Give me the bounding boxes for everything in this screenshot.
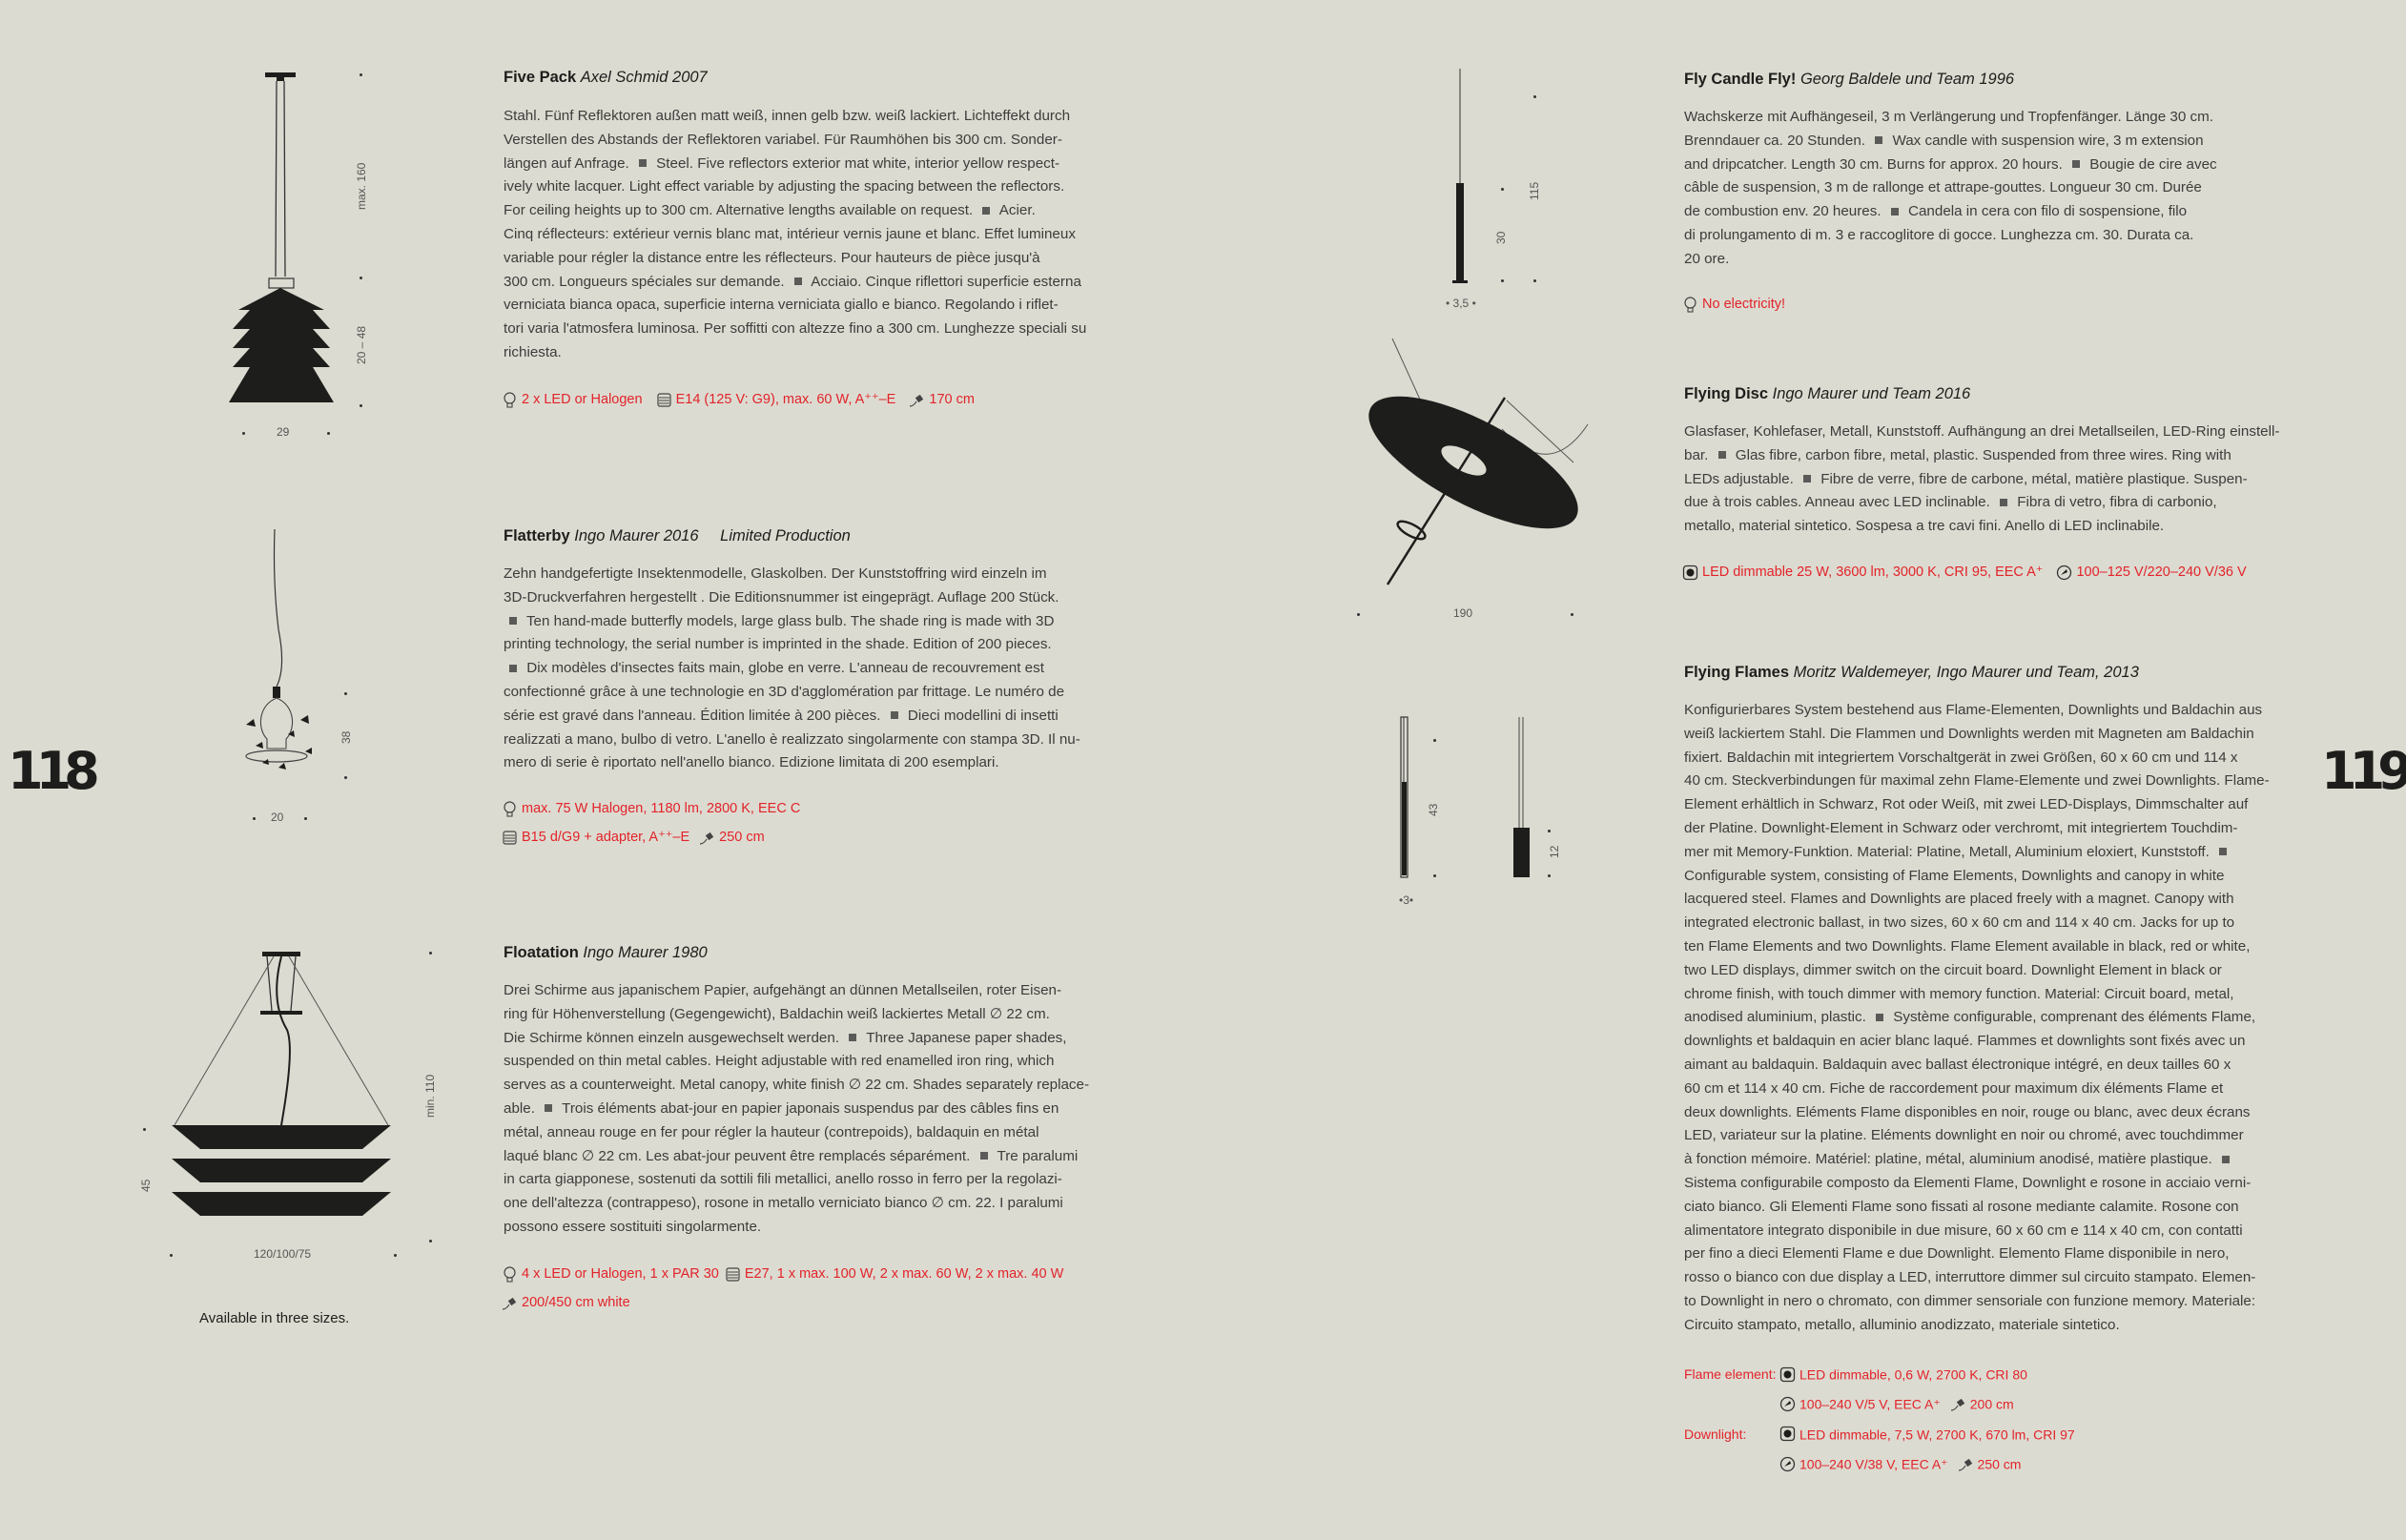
- description-line: printing technology, the serial number is imprinted in the shade. Edition of 200 pieces.: [504, 636, 1052, 653]
- floatation-lamp-drawing: [167, 944, 405, 1240]
- dimension-dot: [344, 692, 347, 695]
- led-icon: [1779, 1426, 1796, 1442]
- description-line: variable pour régler la distance entre les réflecteurs. Pour hauteurs de pièce jusqu'à: [504, 249, 1040, 266]
- five-pack-title: [504, 67, 708, 88]
- floatation-height-dim: min. 110: [423, 1074, 437, 1118]
- description-line: able. Trois éléments abat-jour en papier japonais suspendus par des câbles fins en: [504, 1099, 1059, 1117]
- description-line: mer mit Memory-Funktion. Material: Platine, Metall, Aluminium eloxiert, Kunststoff.: [1684, 841, 2294, 865]
- description-line: de combustion env. 20 heures. Candela in cera con filo di sospensione, filo: [1684, 203, 2188, 220]
- dimension-dot: [1533, 95, 1536, 98]
- bulb-icon: [1682, 297, 1698, 313]
- description-line: 3D-Druckverfahren hergestellt . Die Editionsnummer ist eingeprägt. Auflage 200 Stück.: [504, 588, 1059, 606]
- candle-length-dim: 30: [1494, 231, 1508, 244]
- transformer-icon: [1779, 1396, 1796, 1412]
- flatterby-height-dim: 38: [339, 730, 353, 744]
- description-line: suspended on thin metal cables. Height adjustable with red enamelled iron ring, which: [504, 1053, 1055, 1070]
- dimension-dot: [360, 73, 362, 76]
- separator-square: [2000, 499, 2007, 506]
- separator-square: [2219, 848, 2227, 855]
- fly-candle-title: [1684, 69, 2014, 90]
- dimension-dot: •: [1399, 893, 1404, 907]
- cable-plug-icon: [909, 392, 925, 408]
- cable-plug-icon: [1958, 1456, 1974, 1472]
- candle-height-dim: 115: [1528, 181, 1541, 200]
- flying-flames-drawing: [1392, 715, 1564, 906]
- product-designer: Moritz Waldemeyer, Ingo Maurer und Team, 2013: [1793, 664, 2139, 681]
- product-designer: Georg Baldele und Team 1996: [1799, 71, 2015, 88]
- separator-square: [509, 617, 517, 625]
- description-line: Drei Schirme aus japanischem Papier, aufgehängt an dünnen Metallseilen, roter Eisen-: [504, 982, 1062, 998]
- flying-flames-illustration: [1392, 715, 1564, 906]
- dimension-dot: •: [1471, 297, 1476, 310]
- flying-disc-description: [1684, 421, 2294, 539]
- separator-square: [891, 711, 898, 719]
- dimension-dot: [429, 952, 432, 955]
- description-line: Circuito stampato, metallo, alluminio anodizzato, materiale sintetico.: [1684, 1316, 2120, 1333]
- separator-square: [2072, 160, 2080, 168]
- spec-value: E14 (125 V: G9), max. 60 W, A⁺⁺–E: [675, 392, 896, 408]
- description-line: LEDs adjustable. Fibre de verre, fibre de carbone, métal, matière plastique. Suspen-: [1684, 470, 2248, 487]
- cable-plug-icon: [502, 1295, 518, 1311]
- description-line: 300 cm. Longueurs spéciales sur demande. Acciaio. Cinque riflettori superficie esterna: [504, 273, 1081, 290]
- page-number-right: 119: [2321, 741, 2406, 801]
- socket-icon: [502, 830, 518, 846]
- separator-square: [794, 277, 802, 285]
- separator-square: [982, 207, 990, 215]
- description-line: mero di serie è riportato nell'anello bianco. Edizione limitata di 200 esemplari.: [504, 754, 999, 771]
- description-line: and dripcatcher. Length 30 cm. Burns for approx. 20 hours. Bougie de cire avec: [1684, 155, 2217, 173]
- description-line: Element erhältlich in Schwarz, Rot oder Weiß, mit zwei LED-Displays, Dimmschalter auf: [1684, 796, 2249, 813]
- flatterby-specs: [502, 794, 800, 852]
- description-line: to Downlight in nero o chromato, con dimmer sensoriale con funzione memory. Materiale:: [1684, 1292, 2256, 1309]
- page-number-left: 118: [8, 741, 93, 801]
- flying-flames-specs: [1684, 1359, 2075, 1478]
- separator-square: [2222, 1156, 2230, 1163]
- dimension-dot: [1357, 613, 1360, 616]
- description-line: confectionné grâce à une technologie en 3D d'agglomération par frittage. Le numéro de: [504, 683, 1065, 700]
- dimension-dot: [429, 1240, 432, 1242]
- description-line: längen auf Anfrage. Steel. Five reflectors exterior mat white, interior yellow respect-: [504, 154, 1060, 172]
- dimension-dot: [1548, 874, 1551, 877]
- dimension-dot: [1433, 739, 1436, 742]
- description-line: Glasfaser, Kohlefaser, Metall, Kunststoff. Aufhängung an drei Metallseilen, LED-Ring einstell-: [1684, 423, 2280, 440]
- description-line: metallo, material sintetico. Sospesa a tre cavi fini. Anello di LED inclinabile.: [1684, 518, 2165, 535]
- flying-flames-title: [1684, 662, 2139, 683]
- description-line: lacquered steel. Flames and Downlights are placed freely with a magnet. Canopy with: [1684, 891, 2234, 908]
- separator-square: [1803, 475, 1811, 483]
- description-line: tori varia l'atmosfera luminosa. Per soffitti con altezze fino a 300 cm. Lunghezze speciali su: [504, 320, 1087, 338]
- description-line: deux downlights. Eléments Flame disponibles en noir, rouge ou blanc, avec deux écrans: [1684, 1103, 2251, 1120]
- dimension-dot: [1501, 188, 1504, 191]
- product-name: Floatation: [504, 944, 579, 961]
- dimension-dot: [304, 817, 307, 820]
- flame-height-dim: 43: [1427, 803, 1440, 816]
- five-pack-illustration: [229, 67, 372, 448]
- flying-disc-width-dim: 190: [1453, 606, 1473, 620]
- separator-square: [1876, 1014, 1883, 1021]
- candle-drawing: [1430, 69, 1488, 288]
- floatation-title: [504, 942, 708, 963]
- flying-flames-description: [1684, 699, 2294, 1338]
- separator-square: [509, 665, 517, 672]
- product-designer: Axel Schmid 2007: [580, 69, 708, 86]
- transformer-icon: [2056, 565, 2072, 581]
- five-pack-description: [504, 105, 1114, 365]
- separator-square: [639, 159, 647, 167]
- floatation-description: [504, 979, 1114, 1240]
- separator-square: [1875, 136, 1882, 144]
- spec-value: LED dimmable, 0,6 W, 2700 K, CRI 80: [1799, 1366, 2027, 1383]
- description-line: Configurable system, consisting of Flame Elements, Downlights and canopy in white: [1684, 867, 2225, 884]
- description-line: Die Schirme können einzeln ausgewechselt werden. Three Japanese paper shades,: [504, 1029, 1067, 1046]
- candle-width-dim: • 3,5 •: [1446, 297, 1476, 310]
- description-line: Verstellen des Abstands der Reflektoren variabel. Für Raumhöhen bis 300 cm. Sonder-: [504, 131, 1062, 148]
- spec-value: 4 x LED or Halogen, 1 x PAR 30: [522, 1266, 719, 1283]
- five-pack-lamp-drawing: [229, 67, 372, 448]
- description-line: For ceiling heights up to 300 cm. Alternative lengths available on request. Acier.: [504, 202, 1036, 219]
- separator-square: [849, 1034, 856, 1041]
- flatterby-width-dim: 20: [271, 811, 284, 824]
- socket-icon: [725, 1266, 741, 1283]
- spec-value: LED dimmable 25 W, 3600 lm, 3000 K, CRI 95, EEC A⁺: [1702, 565, 2044, 581]
- product-designer: Ingo Maurer und Team 2016: [1772, 385, 1971, 402]
- description-line: ively white lacquer. Light effect variable by adjusting the spacing between the reflectors.: [504, 178, 1065, 195]
- description-line: two LED displays, dimmer switch on the circuit board. Downlight Element in black or: [1684, 961, 2222, 978]
- description-line: métal, anneau rouge en fer pour régler la hauteur (contrepoids), baldaquin en métal: [504, 1123, 1039, 1140]
- spec-value: Flame element:: [1684, 1366, 1777, 1383]
- product-name: Five Pack: [504, 69, 577, 86]
- description-line: bar. Glas fibre, carbon fibre, metal, plastic. Suspended from three wires. Ring with: [1684, 446, 2231, 463]
- downlight-height-dim: 12: [1548, 845, 1561, 858]
- spec-value: 200/450 cm white: [522, 1295, 630, 1311]
- description-line: possono essere sostituiti singolarmente.: [504, 1218, 762, 1235]
- dimension-dot: [1571, 613, 1573, 616]
- spec-value: E27, 1 x max. 100 W, 2 x max. 60 W, 2 x max. 40 W: [744, 1266, 1064, 1283]
- description-line: 60 cm et 114 x 40 cm. Fiche de raccordement pour maximum dix éléments Flame et: [1684, 1079, 2224, 1097]
- dimension-dot: •: [1446, 297, 1450, 310]
- dimension-dot: •: [1409, 893, 1414, 907]
- dimension-dot: [253, 817, 256, 820]
- transformer-icon: [1779, 1456, 1796, 1472]
- spec-value: 2 x LED or Halogen: [522, 392, 643, 408]
- bulb-icon: [502, 392, 518, 408]
- dimension-dot: [394, 1254, 397, 1257]
- socket-icon: [656, 392, 672, 408]
- flatterby-illustration: [229, 524, 334, 801]
- product-designer: Ingo Maurer 1980: [583, 944, 708, 961]
- dimension-dot: [143, 1128, 146, 1131]
- fly-candle-description: [1684, 106, 2294, 272]
- floatation-illustration: [167, 944, 405, 1240]
- floatation-width-dim: 120/100/75: [254, 1247, 312, 1261]
- spec-value: LED dimmable, 7,5 W, 2700 K, 670 lm, CRI 97: [1799, 1426, 2075, 1442]
- bulb-icon: [502, 1266, 518, 1283]
- spec-value: max. 75 W Halogen, 1180 lm, 2800 K, EEC C: [522, 801, 801, 817]
- description-line: Zehn handgefertigte Insektenmodelle, Glaskolben. Der Kunststoffring wird einzeln im: [504, 565, 1047, 582]
- cable-plug-icon: [699, 830, 715, 846]
- dimension-dot: [327, 432, 330, 435]
- bulb-icon: [502, 801, 518, 817]
- description-line: câble de suspension, 3 m de rallonge et attrape-gouttes. Longueur 30 cm. Durée: [1684, 179, 2202, 196]
- description-line: per fino a dieci Elementi Flame e due Downlight. Elemento Flame disponibile in nero,: [1684, 1245, 2230, 1263]
- flatterby-title: [504, 525, 851, 546]
- product-name: Flying Flames: [1684, 664, 1790, 681]
- fly-candle-specs: [1682, 290, 1785, 318]
- dimension-dot: [170, 1254, 173, 1257]
- spec-value: 170 cm: [929, 392, 975, 408]
- description-line: LED, variateur sur la platine. Eléments downlight en noir ou chromé, avec touchdimmer: [1684, 1127, 2244, 1144]
- led-icon: [1682, 565, 1698, 581]
- flying-disc-illustration: [1349, 339, 1597, 596]
- description-line: laqué blanc ∅ 22 cm. Les abat-jour peuvent être remplacés séparément. Tre paralumi: [504, 1147, 1079, 1164]
- product-name: Fly Candle Fly!: [1684, 71, 1797, 88]
- description-line: aimant au baldaquin. Baldaquin avec ballast électronique intégré, en deux tailles 60 x: [1684, 1056, 2231, 1073]
- description-line: Sistema configurabile composto da Elementi Flame, Downlight e rosone in acciaio verni-: [1684, 1174, 2252, 1191]
- spec-value: 250 cm: [719, 830, 765, 846]
- no-electricity-note: No electricity!: [1702, 297, 1786, 313]
- description-line: Brenndauer ca. 20 Stunden. Wax candle with suspension wire, 3 m extension: [1684, 132, 2204, 149]
- floatation-specs: [502, 1260, 1063, 1317]
- description-line: realizzati a mano, bulbo di vetro. L'anello è realizzato singolarmente con stampa 3D. Il nu-: [504, 730, 1080, 748]
- dimension-dot: [344, 776, 347, 779]
- flatterby-lamp-drawing: [229, 524, 334, 801]
- flying-disc-drawing: [1349, 339, 1597, 596]
- spec-value: 100–240 V/38 V, EEC A⁺: [1799, 1456, 1948, 1472]
- flying-disc-specs: [1682, 558, 2247, 586]
- description-line: richiesta.: [504, 343, 562, 360]
- description-line: downlights et baldaquin en acier blanc laqué. Flammes et downlights sont fixés avec un: [1684, 1033, 2246, 1050]
- description-line: weiß lackiertem Stahl. Die Flammen und Downlights werden mit Magneten am Baldachin: [1684, 725, 2254, 742]
- description-line: in carta giapponese, sostenuti da sottili fili metallici, anello rosso in ferro per la regolazi-: [504, 1171, 1062, 1188]
- dimension-dot: [360, 404, 362, 407]
- description-line: one dell'altezza (contrappeso), rosone in metallo verniciato bianco ∅ cm. 22. I paralumi: [504, 1195, 1063, 1212]
- separator-square: [545, 1104, 552, 1112]
- spec-value: Downlight:: [1684, 1426, 1747, 1442]
- limited-production-label: Limited Production: [720, 527, 851, 544]
- description-line: Dix modèles d'insectes faits main, globe en verre. L'anneau de recouvrement est: [504, 657, 1114, 681]
- description-line: Cinq réflecteurs: extérieur vernis blanc mat, intérieur vernis jaune et blanc. Effet lumineux: [504, 225, 1076, 242]
- description-line: ten Flame Elements and two Downlights. Flame Element available in black, red or white,: [1684, 937, 2251, 955]
- description-line: anodised aluminium, plastic. Système configurable, comprenant des éléments Flame,: [1684, 1009, 2256, 1026]
- description-line: 40 cm. Steckverbindungen für maximal zehn Flame-Elemente und zwei Downlights. Flame-: [1684, 772, 2270, 790]
- description-line: serves as a counterweight. Metal canopy, white finish ∅ 22 cm. Shades separately replace-: [504, 1077, 1090, 1094]
- description-line: integrated electronic ballast, in two sizes, 60 x 60 cm and 114 x 40 cm. Jacks for up to: [1684, 914, 2235, 932]
- description-line: Stahl. Fünf Reflektoren außen matt weiß, innen gelb bzw. weiß lackiert. Lichteffekt durch: [504, 108, 1071, 124]
- description-line: ciato bianco. Gli Elementi Flame sono fissati al rosone mediante calamite. Rosone con: [1684, 1198, 2239, 1215]
- product-designer: Ingo Maurer 2016: [574, 527, 699, 544]
- separator-square: [1718, 451, 1726, 459]
- spec-value: 100–240 V/5 V, EEC A⁺: [1799, 1396, 1941, 1412]
- spec-value: 100–125 V/220–240 V/36 V: [2076, 565, 2247, 581]
- description-line: 20 ore.: [1684, 250, 1730, 267]
- description-line: fixiert. Baldachin mit integriertem Vorschaltgerät in zwei Größen, 60 x 60 cm und 114 x: [1684, 749, 2238, 766]
- description-line: der Platine. Downlight-Element in Schwarz oder verchromt, mit integriertem Touchdim-: [1684, 819, 2238, 836]
- description-line: verniciata bianca opaca, superficie interna verniciata giallo e bianco. Regolando i riflet-: [504, 297, 1059, 314]
- description-line: Ten hand-made butterfly models, large glass bulb. The shade ring is made with 3D: [504, 610, 1114, 634]
- dimension-dot: [1533, 279, 1536, 282]
- flame-width-dim: •3•: [1399, 893, 1414, 907]
- dimension-dot: [242, 432, 245, 435]
- separator-square: [1891, 208, 1899, 216]
- dimension-dot: [1433, 874, 1436, 877]
- flatterby-description: [504, 563, 1114, 775]
- dimension-dot: [1548, 830, 1551, 832]
- floatation-shade-dim: 45: [139, 1179, 153, 1192]
- spec-value: 250 cm: [1977, 1456, 2022, 1472]
- spec-value: B15 d/G9 + adapter, A⁺⁺–E: [522, 830, 690, 846]
- description-line: série est gravé dans l'anneau. Édition limitée à 200 pièces. Dieci modellini di insetti: [504, 707, 1059, 724]
- description-line: ring für Höhenverstellung (Gegengewicht), Baldachin weiß lackiertes Metall ∅ 22 cm.: [504, 1005, 1050, 1022]
- five-pack-specs: [502, 385, 975, 414]
- five-pack-shade-dim: 20 – 48: [355, 325, 368, 364]
- separator-square: [980, 1152, 988, 1160]
- description-line: Konfigurierbares System bestehend aus Flame-Elementen, Downlights und Baldachin aus: [1684, 702, 2263, 718]
- product-name: Flatterby: [504, 527, 570, 544]
- description-line: Wachskerze mit Aufhängeseil, 3 m Verlängerung und Tropfenfänger. Länge 30 cm.: [1684, 109, 2213, 125]
- fly-candle-illustration: [1430, 69, 1488, 288]
- flying-disc-title: [1684, 383, 1970, 404]
- led-icon: [1779, 1366, 1796, 1383]
- description-line: due à trois cables. Anneau avec LED inclinable. Fibra di vetro, fibra di carbonio,: [1684, 494, 2217, 511]
- cable-plug-icon: [1950, 1396, 1966, 1412]
- description-line: chrome finish, with touch dimmer with memory function. Material: Circuit board, metal,: [1684, 985, 2234, 1002]
- description-line: alimentatore integrato disponibile in due misure, 60 x 60 cm e 114 x 40 cm, con contatti: [1684, 1222, 2243, 1239]
- spec-value: 200 cm: [1969, 1396, 2014, 1412]
- description-line: rosso o bianco con due display a LED, interruttore dimmer sul circuito stampato. Elemen-: [1684, 1269, 2256, 1286]
- product-name: Flying Disc: [1684, 385, 1769, 402]
- description-line: di prolungamento di m. 3 e raccoglitore di gocce. Lunghezza cm. 30. Durata ca.: [1684, 226, 2194, 243]
- description-line: à fonction mémoire. Matériel: platine, métal, aluminium anodisé, matière plastique.: [1684, 1148, 2294, 1172]
- dimension-dot: [360, 277, 362, 279]
- dimension-dot: [1501, 279, 1504, 282]
- floatation-caption: Available in three sizes.: [199, 1310, 350, 1326]
- five-pack-height-dim: max. 160: [355, 162, 368, 210]
- five-pack-width-dim: 29: [277, 425, 290, 439]
